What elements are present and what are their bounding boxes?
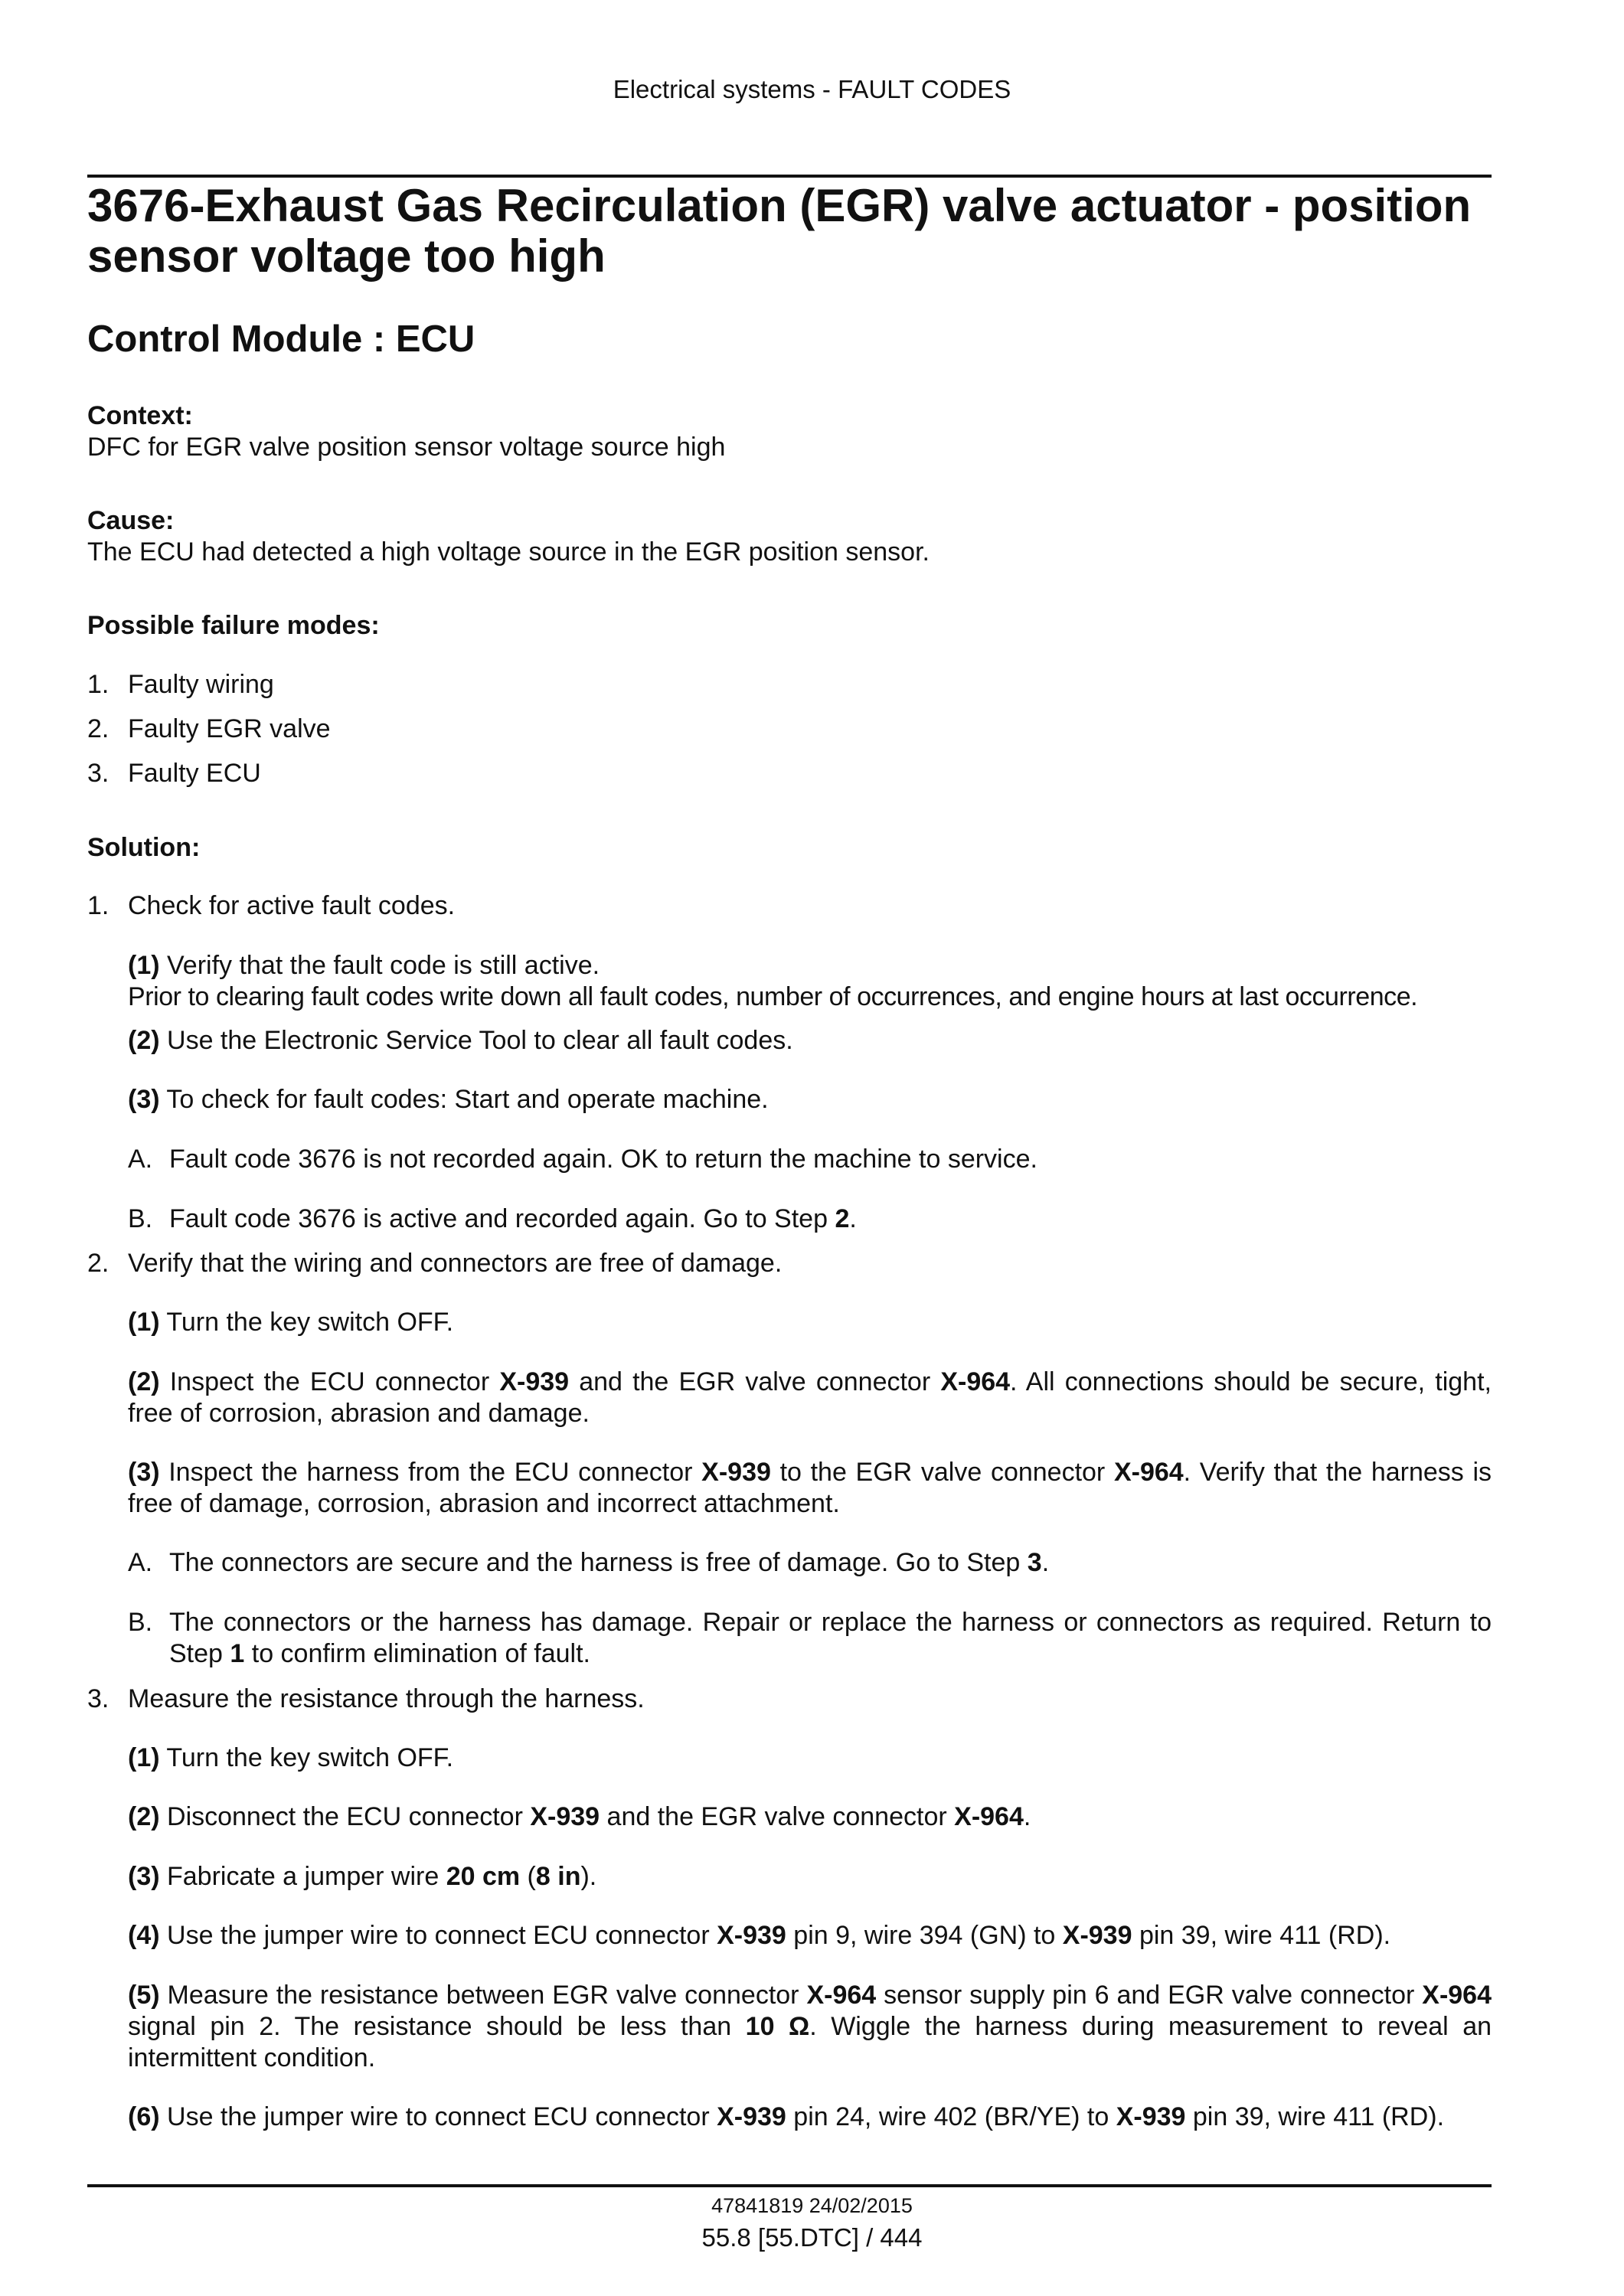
option-letter: A. <box>128 1145 153 1174</box>
substep: (5) Measure the resistance between EGR valve connector X-964 sensor supply pin 6 and EGR valve connector X-964 signal pin 2. The resistance should be less than 10 Ω. Wiggle the harness during measurement to reveal an intermittent condition. <box>128 1981 1492 2072</box>
substep-tag: (2) <box>128 1367 160 1396</box>
substep-text: Use the Electronic Service Tool to clear all fault codes. <box>159 1026 793 1055</box>
step-text: Verify that the wiring and connectors are free of damage. <box>128 1249 783 1278</box>
list-text: Faulty ECU <box>128 759 261 788</box>
substep-tag: (2) <box>128 1802 160 1831</box>
option-text: The connectors are secure and the harness is free of damage. Go to Step 3. <box>169 1548 1050 1577</box>
measurement-value: 10 Ω <box>745 2012 810 2041</box>
step-number: 2. <box>87 1249 109 1278</box>
measurement-value: 20 cm <box>446 1862 521 1891</box>
substep: (2) Inspect the ECU connector X-939 and the EGR valve connector X-964. All connections should be secure, tight, free of corrosion, abrasion and damage. <box>128 1367 1492 1428</box>
substep-tag: (3) <box>128 1458 160 1487</box>
page-number: 55.8 [55.DTC] / 444 <box>701 2223 923 2252</box>
measurement-value: 8 in <box>535 1862 581 1891</box>
substep <box>128 1307 1492 1338</box>
context-text: DFC for EGR valve position sensor voltage source high <box>87 433 726 462</box>
option-letter: A. <box>128 1548 153 1577</box>
substep-text: To check for fault codes: Start and operate machine. <box>159 1085 769 1114</box>
option-text: Fault code 3676 is active and recorded again. Go to Step 2. <box>169 1204 857 1233</box>
connector-id: X-964 <box>1422 1981 1492 2010</box>
substep-tag: (6) <box>128 2102 160 2131</box>
document-id: 47841819 24/02/2015 <box>711 2194 913 2217</box>
substep <box>128 950 1492 1013</box>
connector-id: X-939 <box>530 1802 600 1831</box>
step-text: Check for active fault codes. <box>128 891 456 920</box>
connector-id: X-939 <box>701 1458 771 1487</box>
substep-note: Prior to clearing fault codes write down all fault codes, number of occurrences, and engine hours at last occurrence. <box>128 982 1418 1011</box>
list-number: 1. <box>87 670 109 699</box>
step-reference: 2 <box>835 1204 850 1233</box>
list-number: 2. <box>87 714 109 743</box>
option-letter: B. <box>128 1204 153 1233</box>
step-text: Measure the resistance through the harness. <box>128 1684 645 1713</box>
substep <box>128 1742 1492 1774</box>
option-text: Fault code 3676 is not recorded again. OK to return the machine to service. <box>169 1145 1037 1174</box>
substep-tag: (4) <box>128 1921 160 1950</box>
substep-text: Turn the key switch OFF. <box>159 1308 454 1337</box>
step-number: 1. <box>87 891 109 920</box>
solution-label: Solution: <box>87 833 201 862</box>
substep-tag: (1) <box>128 1308 160 1337</box>
connector-id: X-939 <box>717 2102 786 2131</box>
substep-tag: (3) <box>128 1862 160 1891</box>
connector-id: X-964 <box>806 1981 877 2010</box>
step-number: 3. <box>87 1684 109 1713</box>
option-letter: B. <box>128 1608 153 1637</box>
substep-tag: (1) <box>128 1743 160 1772</box>
control-module-label: Control Module : <box>87 318 386 360</box>
step-reference: 1 <box>230 1639 245 1668</box>
substep-text: Verify that the fault code is still active. <box>159 951 600 980</box>
connector-id: X-964 <box>1113 1458 1184 1487</box>
connector-id: X-939 <box>1062 1921 1132 1950</box>
step-reference: 3 <box>1027 1548 1042 1577</box>
failure-modes-label: Possible failure modes: <box>87 611 380 640</box>
control-module-heading <box>87 318 475 361</box>
option-text: The connectors or the harness has damage. Repair or replace the harness or connectors as required. Return to Step 1 to confirm elimination of fault. <box>169 1608 1492 1668</box>
connector-id: X-939 <box>717 1921 786 1950</box>
list-text: Faulty wiring <box>128 670 274 699</box>
substep: (3) Fabricate a jumper wire 20 cm (8 in). <box>128 1862 597 1891</box>
substep: (2) Disconnect the ECU connector X-939 and the EGR valve connector X-964. <box>128 1802 1031 1831</box>
connector-id: X-964 <box>954 1802 1024 1831</box>
substep-tag: (2) <box>128 1026 160 1055</box>
substep-tag: (3) <box>128 1085 160 1114</box>
connector-id: X-939 <box>499 1367 570 1396</box>
context-label: Context: <box>87 401 193 430</box>
control-module-value: ECU <box>395 318 475 360</box>
list-text: Faulty EGR valve <box>128 714 331 743</box>
substep-tag: (5) <box>128 1981 160 2010</box>
substep-text: Turn the key switch OFF. <box>159 1743 454 1772</box>
substep: (6) Use the jumper wire to connect ECU connector X-939 pin 24, wire 402 (BR/YE) to X-939 pin 39, wire 411 (RD). <box>128 2102 1445 2131</box>
substep <box>128 1025 1492 1057</box>
header-rule <box>87 175 1492 178</box>
substep: (3) Inspect the harness from the ECU connector X-939 to the EGR valve connector X-964. Verify that the harness is free of damage, corrosion, abrasion and incorrect attachment. <box>128 1458 1492 1518</box>
substep: (4) Use the jumper wire to connect ECU connector X-939 pin 9, wire 394 (GN) to X-939 pin 39, wire 411 (RD). <box>128 1921 1391 1950</box>
substep <box>128 1084 1492 1115</box>
cause-label: Cause: <box>87 506 175 535</box>
substep-tag: (1) <box>128 951 160 980</box>
connector-id: X-964 <box>940 1367 1011 1396</box>
footer-rule <box>87 2184 1492 2187</box>
list-number: 3. <box>87 759 109 788</box>
connector-id: X-939 <box>1116 2102 1186 2131</box>
cause-text: The ECU had detected a high voltage source in the EGR position sensor. <box>87 537 930 567</box>
running-header: Electrical systems - FAULT CODES <box>613 75 1011 103</box>
page-title: 3676-Exhaust Gas Recirculation (EGR) valve actuator - position sensor voltage too high <box>87 180 1472 282</box>
